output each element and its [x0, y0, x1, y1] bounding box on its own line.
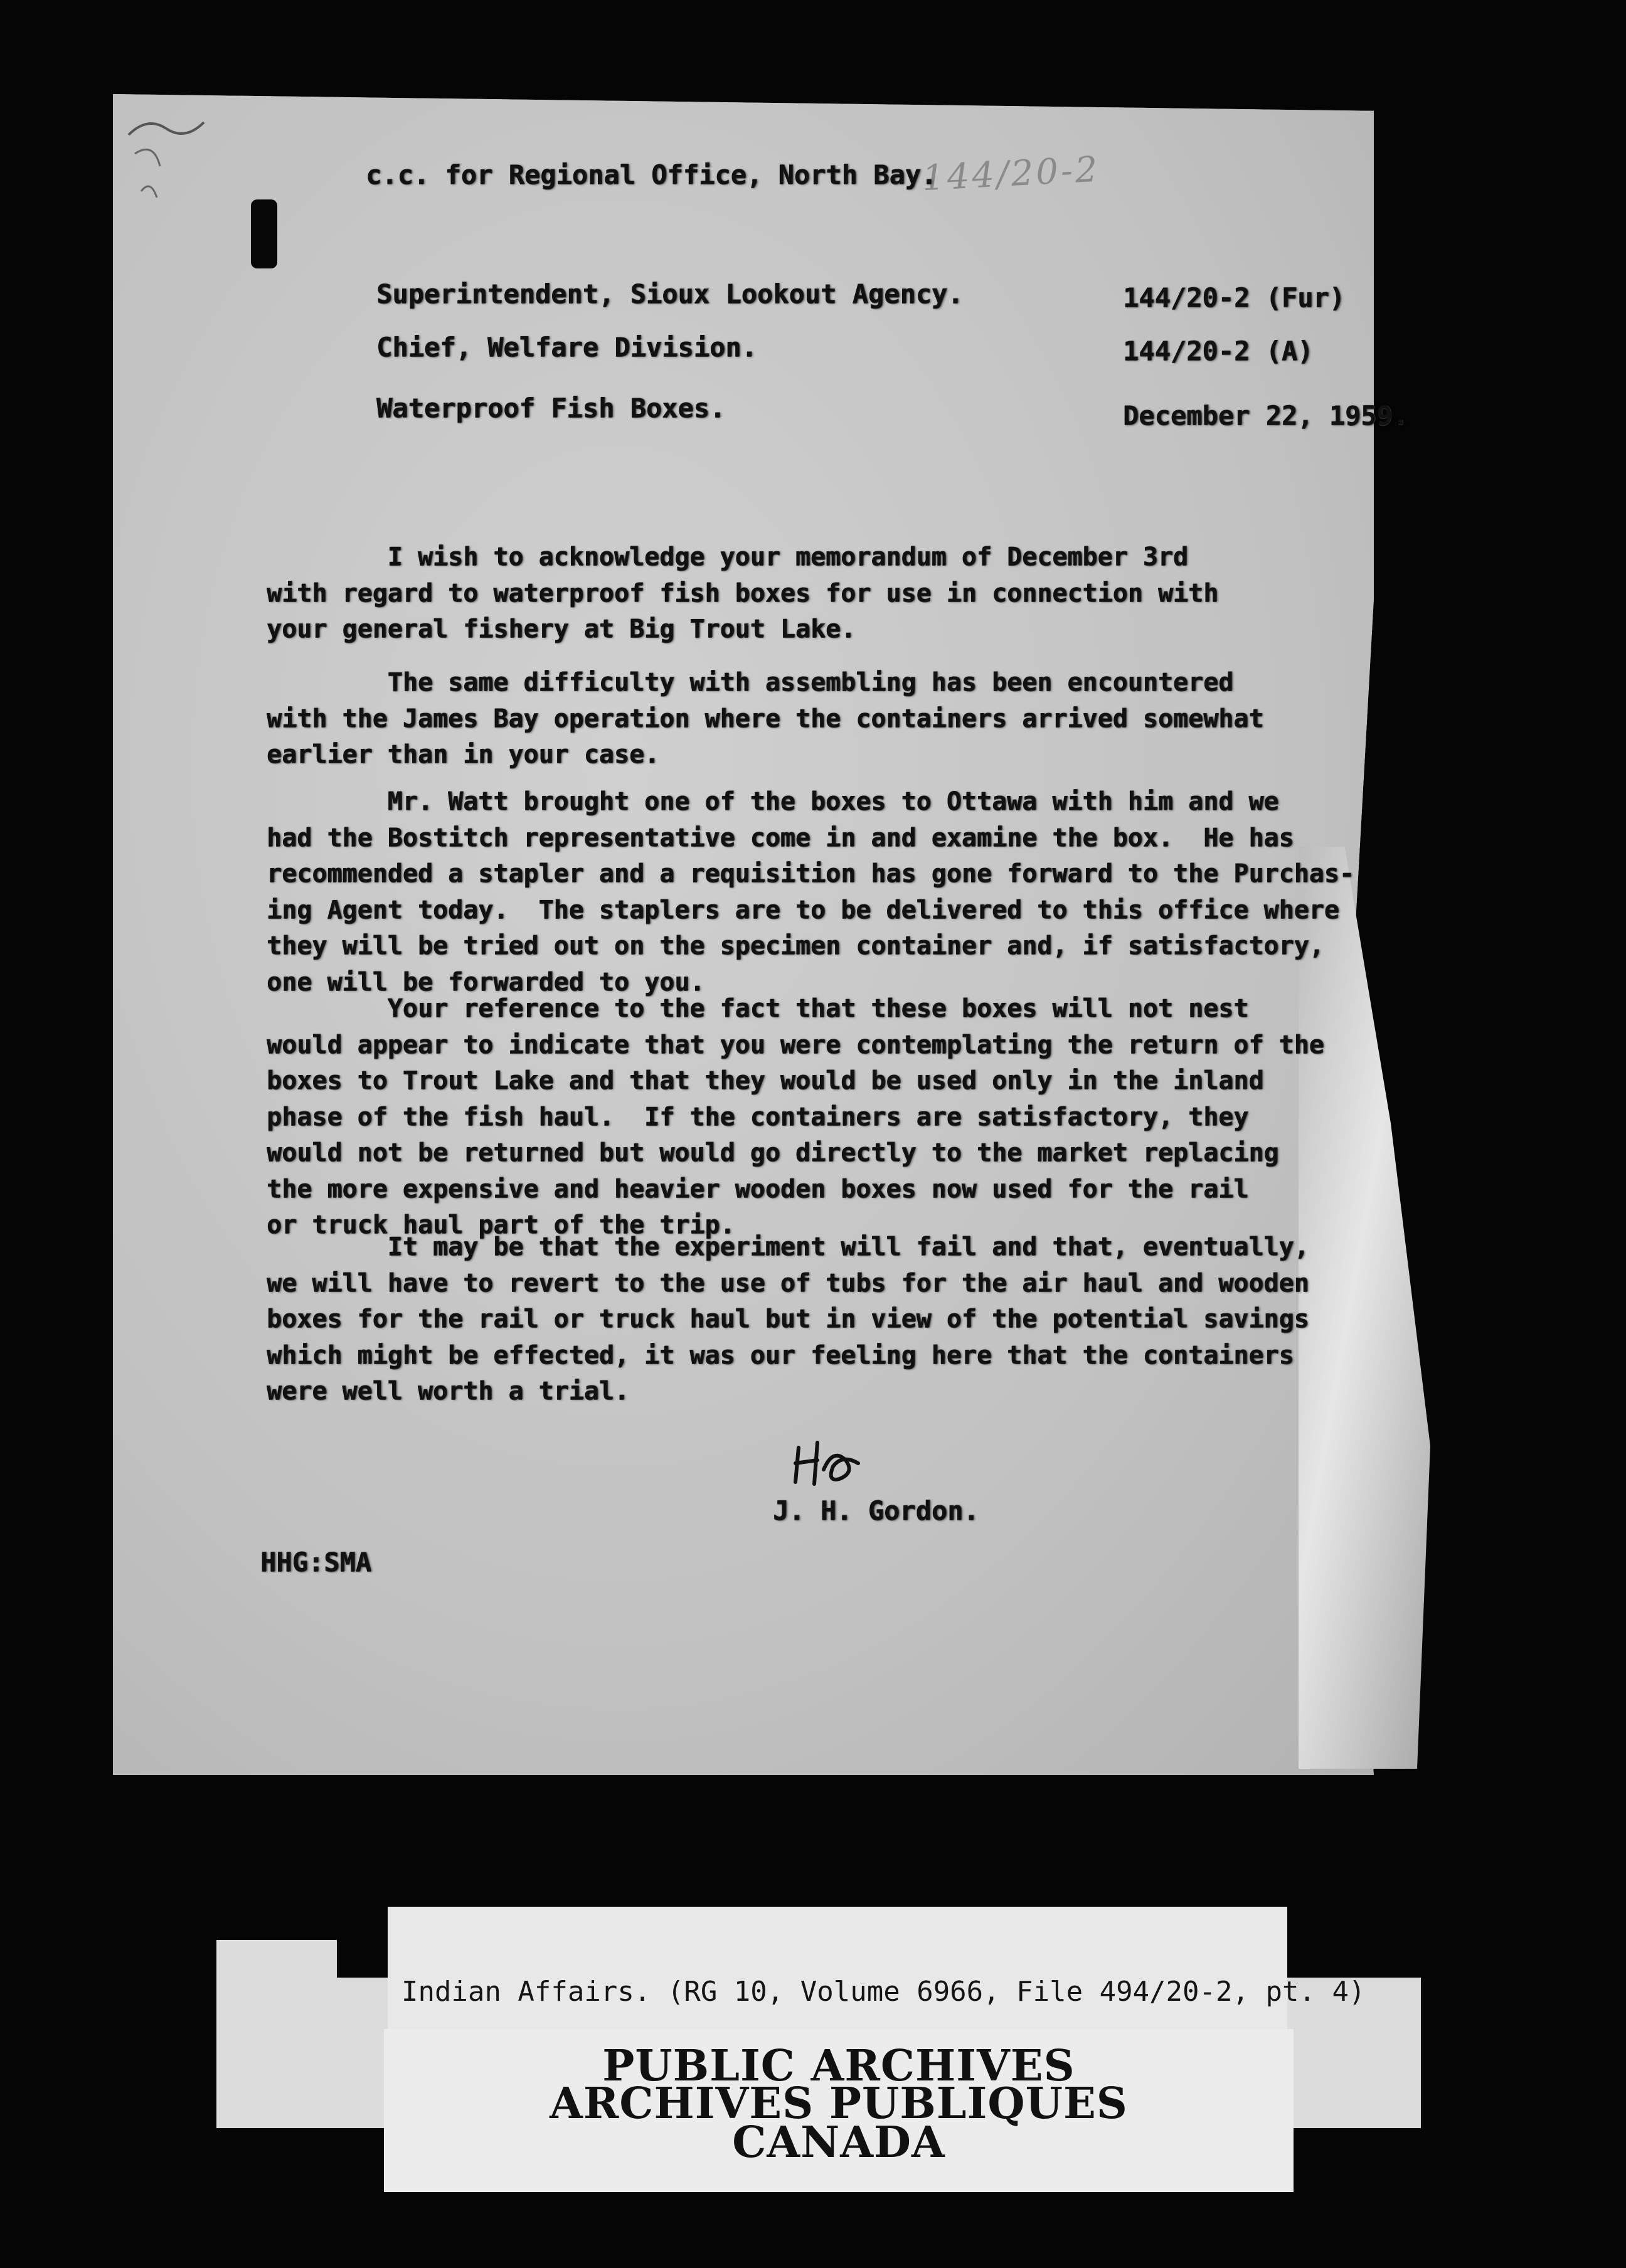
memo-subject: Waterproof Fish Boxes. [376, 393, 726, 423]
paragraph-line: ing Agent today. The staplers are to be delivered to this office where [267, 895, 1339, 925]
paragraph-line: they will be tried out on the specimen container and, if satisfactory, [267, 931, 1324, 960]
paragraph-line: which might be effected, it was our feeling here that the containers [267, 1340, 1294, 1370]
paragraph-line: had the Bostitch representative come in and examine the box. He has [267, 823, 1294, 852]
paragraph-line: Your reference to the fact that these boxes will not nest [267, 994, 1249, 1023]
archive-reference: Indian Affairs. (RG 10, Volume 6966, File 494/20-2, pt. 4) [401, 1976, 1366, 2008]
paragraph-line: would appear to indicate that you were contemplating the return of the [267, 1030, 1324, 1059]
paragraph-line: boxes for the rail or truck haul but in view of the potential savings [267, 1305, 1309, 1333]
paragraph-line: recommended a stapler and a requisition has gone forward to the Purchas- [267, 859, 1354, 888]
body-paragraph-4 [267, 991, 1358, 1244]
punch-hole [251, 199, 277, 268]
paragraph-line: would not be returned but would go directly to the market replacing [267, 1138, 1279, 1167]
paragraph-line: with the James Bay operation where the containers arrived somewhat [267, 704, 1264, 733]
memo-from: Chief, Welfare Division. [376, 332, 757, 363]
paragraph-line: The same difficulty with assembling has been encountered [267, 668, 1234, 697]
body-paragraph-5 [267, 1229, 1358, 1410]
paragraph-line: one will be forwarded to you. [267, 967, 705, 997]
archive-stamp-line-1: PUBLIC ARCHIVES [602, 2041, 1075, 2091]
body-paragraph-2 [267, 665, 1358, 773]
typist-initials: HHG:SMA [260, 1547, 372, 1577]
memo-to-ref: 144/20-2 (Fur) [1123, 282, 1346, 313]
paragraph-line: your general fishery at Big Trout Lake. [267, 615, 856, 644]
paragraph-line: we will have to revert to the use of tubs for the air haul and wooden [267, 1268, 1309, 1298]
paragraph-line: phase of the fish haul. If the containers are satisfactory, they [267, 1102, 1249, 1131]
archive-stamp-line-3: CANADA [732, 2117, 945, 2168]
paragraph-line: or truck haul part of the trip. [267, 1211, 735, 1239]
paragraph-line: earlier than in your case. [267, 740, 660, 769]
paragraph-line: boxes to Trout Lake and that they would be used only in the inland [267, 1066, 1264, 1095]
memo-to: Superintendent, Sioux Lookout Agency. [376, 278, 964, 309]
signature-name: J. H. Gordon. [773, 1495, 979, 1526]
memo-from-ref: 144/20-2 (A) [1123, 336, 1314, 366]
cc-line: c.c. for Regional Office, North Bay. [366, 159, 937, 190]
paragraph-line: were well worth a trial. [267, 1377, 629, 1406]
paragraph-line: It may be that the experiment will fail and that, eventually, [267, 1232, 1309, 1261]
archive-reference-card [388, 1907, 1287, 2040]
memo-date: December 22, 1959. [1123, 400, 1409, 431]
body-paragraph-1 [267, 539, 1358, 648]
paragraph-line: with regard to waterproof fish boxes for use in connection with [267, 578, 1219, 608]
archive-stamp-line-2: ARCHIVES PUBLIQUES [550, 2079, 1128, 2129]
paragraph-line: the more expensive and heavier wooden boxes now used for the rail [267, 1174, 1249, 1204]
handwritten-file-number: 144/20-2 [921, 149, 1102, 199]
body-paragraph-3 [267, 784, 1358, 1000]
handwritten-initials [789, 1435, 864, 1492]
paragraph-line: I wish to acknowledge your memorandum of December 3rd [267, 543, 1189, 571]
corner-scribble [122, 110, 210, 216]
paragraph-line: Mr. Watt brought one of the boxes to Ottawa with him and we [267, 787, 1279, 816]
